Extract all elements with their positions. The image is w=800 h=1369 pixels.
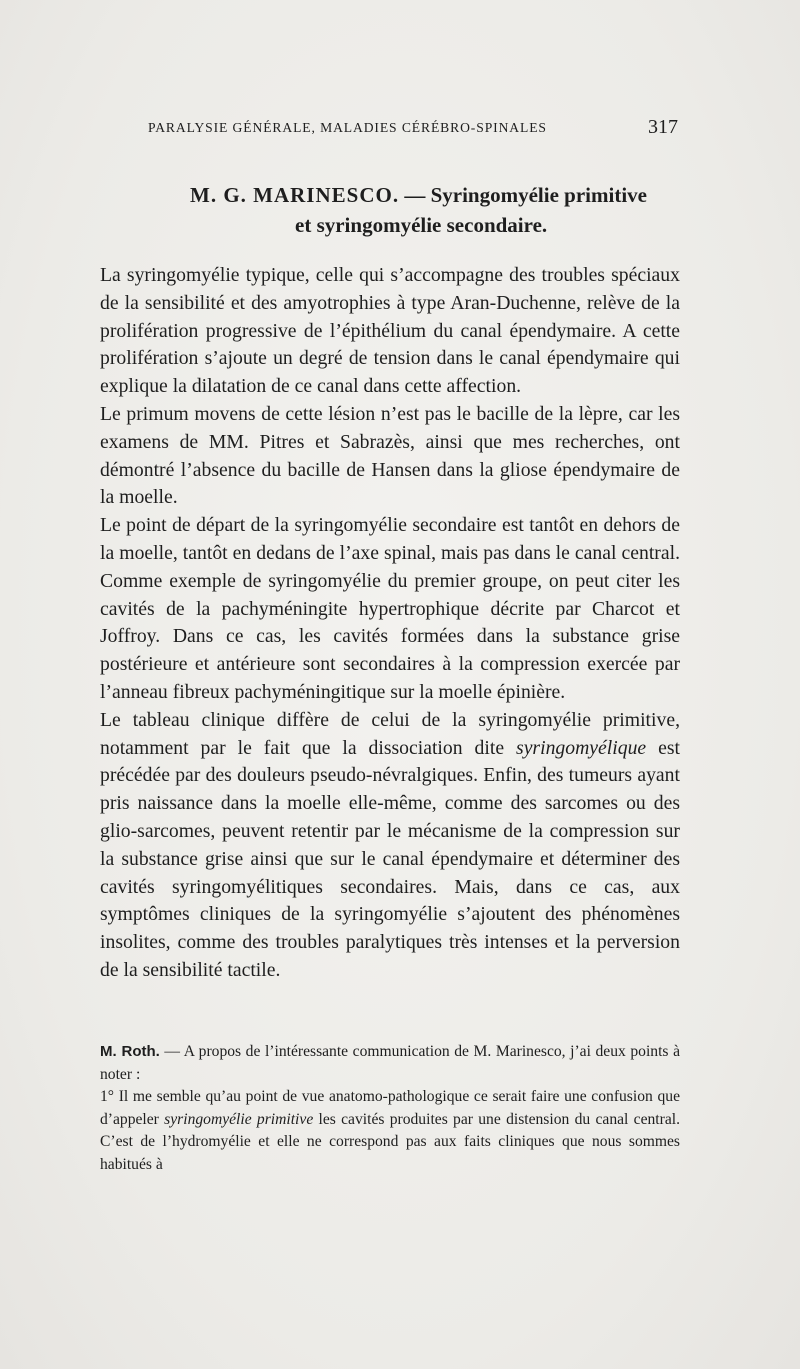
title-part-2: et syringomyélie secondaire.	[295, 213, 548, 237]
article-title	[80, 180, 680, 240]
paragraph-4-end: est précédée par des douleurs pseudo-névralgiques. Enfin, des tumeurs ayant pris naissance dans la moelle elle-même, comme des sarcomes ou des glio-sarcomes, peuvent retentir par le mécanisme de la compression sur la substance grise ainsi que sur le canal épendymaire et déterminer des cavités syringomyélitiques secondaires. Mais, dans ce cas, aux symptômes cliniques de la syringomyélie s’ajoutent des phénomènes insolites, comme des troubles paralytiques très intenses et la perversion de la sensibilité tactile.	[100, 736, 680, 981]
paragraph-4-italic: syringomyélique	[516, 736, 647, 759]
comment-2-end: les cavités produites par une distension du canal central. C’est de l’hydromyélie et elle ne correspond pas aux faits cliniques que nous sommes habitués à	[100, 1110, 680, 1173]
comment-2-italic: syringomyélie primitive	[164, 1110, 314, 1128]
discussion-comment	[81, 1041, 680, 1177]
article-body	[81, 262, 680, 985]
comment-paragraph-2	[81, 1086, 680, 1176]
paragraph-1: La syringomyélie typique, celle qui s’accompagne des troubles spéciaux de la sensibilité et des amyotrophies à type Aran-Duchenne, relève de la prolifération progressive de l’épithélium du canal épendymaire. A cette prolifération s’ajoute un degré de tension dans le canal épendymaire qui explique la dilatation de ce canal dans cette affection.	[100, 264, 680, 398]
title-dash: —	[399, 183, 431, 207]
article-author: M. G. MARINESCO.	[190, 183, 400, 207]
running-title: PARALYSIE GÉNÉRALE, MALADIES CÉRÉBRO-SPINALES	[148, 120, 547, 135]
paragraph-3: Le point de départ de la syringomyélie secondaire est tantôt en dehors de la moelle, tantôt en dedans de l’axe spinal, mais pas dans le canal central. Comme exemple de syringomyélie du premier groupe, on peut citer les cavités de la pachyméningite hypertrophique décrite par Charcot et Joffroy. Dans ce cas, les cavités formées dans la substance grise postérieure et antérieure sont secondaires à la compression exercée par l’anneau fibreux pachyméningitique sur la moelle épinière.	[100, 514, 680, 703]
running-head	[148, 116, 678, 140]
comment-paragraph-1	[81, 1041, 680, 1086]
paragraph-4	[81, 707, 680, 985]
comment-author: M. Roth.	[100, 1043, 160, 1060]
page-number: 317	[648, 116, 678, 138]
paragraph-4-start: Le tableau clinique diffère de celui de la syringomyélie primitive, notamment par le fait que la dissociation dite	[100, 708, 680, 759]
title-part-1: Syringomyélie primitive	[430, 183, 647, 207]
paragraph-2: Le primum movens de cette lésion n’est pas le bacille de la lèpre, car les examens de MM. Pitres et Sabrazès, ainsi que mes recherches, ont démontré l’absence du bacille de Hansen dans la gliose épendymaire de la moelle.	[100, 402, 680, 509]
comment-2-start: 1° Il me semble qu’au point de vue anatomo-pathologique ce serait faire une confusion que d’appeler	[100, 1088, 680, 1128]
comment-intro: — A propos de l’intéressante communication de M. Marinesco, j’ai deux points à noter :	[100, 1043, 680, 1083]
title-line-1	[80, 180, 680, 210]
